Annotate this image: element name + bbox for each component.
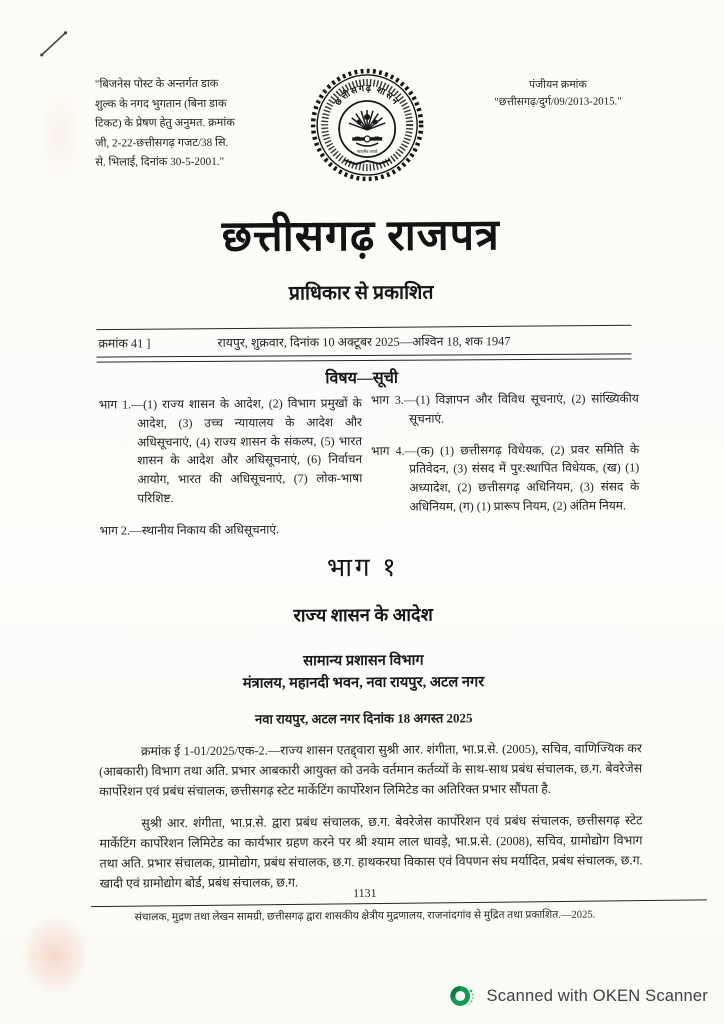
oken-logo-icon <box>449 982 477 1010</box>
registration-label: पंजीयन क्रमांक <box>528 78 587 91</box>
issue-date: रायपुर, शुक्रवार, दिनांक 10 अक्टूबर 2025—अश्विन 18, शक 1947 <box>217 334 511 350</box>
page-number: 1131 <box>353 885 377 901</box>
issue-number: क्रमांक 41 ] <box>98 336 151 351</box>
gazette-title: छत्तीसगढ़ राजपत्र <box>221 212 500 261</box>
order-paragraph-2: सुश्री आर. शंगीता, भा.प्र.से. द्वारा प्रबंध संचालक, छ.ग. बेवरेजेस कार्पोरेशन एवं प्रबंध संचालक, छत्तीसगढ़ स्टेट मार्केटिंग कार्पोरेशन लिमिटेड का कार्यभार ग्रहण करने पर श्री श्याम लाल धावड़े, भा.प्र.से. (2008), सचिव, ग्रामोद्योग विभाग तथा अति. प्रभार संचालक, ग्रामोद्योग, प्रबंध संचालक, छ.ग. हाथकरघा विकास एवं विपणन संघ मर्यादित, प्रबंध संचालक, छ.ग. खादी एवं ग्रामोद्योग बोर्ड, प्रबंध संचालक, छ.ग. <box>99 813 643 891</box>
department-address: मंत्रालय, महानदी भवन, नवा रायपुर, अटल नगर <box>242 674 485 692</box>
toc-item-part-4: भाग 4.—(क) (1) छत्तीसगढ़ विधेयक, (2) प्रवर समिति के प्रतिवेदन, (3) संसद में पुर:स्थापित विधेयक, (ख) (1) अध्यादेश, (2) छत्तीसगढ़ अधिनियम, (3) संसद के अधिनियम, (ग) (1) प्रारूप नियम, (2) अंतिम नियम. <box>371 441 640 514</box>
emblem-arc-text: छत्तीसगढ़ शासन <box>332 82 402 108</box>
state-emblem <box>304 58 431 197</box>
part-one-heading: भाग १ <box>326 552 399 583</box>
scanner-badge-text: Scanned with OKEN Scanner <box>486 986 708 1005</box>
state-orders-heading: राज्य शासन के आदेश <box>293 604 433 626</box>
toc-right-column <box>371 389 640 516</box>
toc-left-column <box>99 394 363 540</box>
order-body <box>99 739 643 894</box>
toc-item-part-3: भाग 3.—(1) विज्ञापन और विविध सूचनाएं, (2) सांख्यिकीय सूचनाएं. <box>370 391 639 426</box>
registration-block <box>458 76 658 111</box>
double-rule-below-issue-line <box>97 353 632 362</box>
pen-mark <box>31 20 79 64</box>
order-place-date: नवा रायपुर, अटल नगर दिनांक 18 अगस्त 2025 <box>254 710 473 727</box>
imprint-line: संचालक, मुद्रण तथा लेखन सामग्री, छत्तीसगढ़ द्वारा शासकीय क्षेत्रीय मुद्रणालय, राजनांदगांव से मुद्रित तथा प्रकाशित.—2025. <box>134 909 596 924</box>
toc-item-part-2: भाग 2.—स्थानीय निकाय की अधिसूचनाएं. <box>99 522 280 538</box>
toc-title: विषय—सूची <box>325 369 399 388</box>
scanner-badge <box>449 980 708 1012</box>
postal-permission-note: "बिजनेस पोस्ट के अन्तर्गत डाक शुल्क के नगद भुगतान (बिना डाक टिकट) के प्रेषण हेतु अनुमत. क्रमांक जी, 2-22-छत्तीसगढ़ गजट/38 सि. से. भिलाई, दिनांक 30-5-2001." <box>94 77 235 169</box>
gazette-subtitle: प्राधिकार से प्रकाशित <box>288 282 434 305</box>
toc-item-part-1: भाग 1.—(1) राज्य शासन के आदेश, (2) विभाग प्रमुखों के आदेश, (3) उच्च न्यायालय के आदेश और अधिसूचनाएं, (4) राज्य शासन के संकल्प, (5) भारत शासन के आदेश और अधिसूचनाएं, (6) निर्वाचन आयोग, भारत की अधिसूचनाएं, (7) लोक-भाषा परिशिष्ट. <box>98 396 363 506</box>
emblem-motto: सत्यमेव जयते <box>357 148 378 155</box>
registration-number: "छत्तीसगढ़/दुर्ग/09/2013-2015." <box>494 95 622 109</box>
issue-line <box>96 331 631 354</box>
order-paragraph-1: क्रमांक ई 1-01/2025/एक-2.—राज्य शासन एतद्द्वारा सुश्री आर. शंगीता, भा.प्र.से. (2005), सचिव, वाणिज्यिक कर (आबकारी) विभाग तथा अति. प्रभार आबकारी आयुक्त को उनके वर्तमान कर्तव्यों के साथ-साथ प्रबंध संचालक, छ.ग. बेवरेजेस कार्पोरेशन एवं प्रबंध संचालक, छत्तीसगढ़ स्टेट मार्केटिंग कार्पोरेशन लिमिटेड का अतिरिक्त प्रभार सौंपता है. <box>99 741 643 799</box>
department-name: सामान्य प्रशासन विभाग <box>303 652 424 670</box>
rule-above-issue-line <box>96 325 631 330</box>
